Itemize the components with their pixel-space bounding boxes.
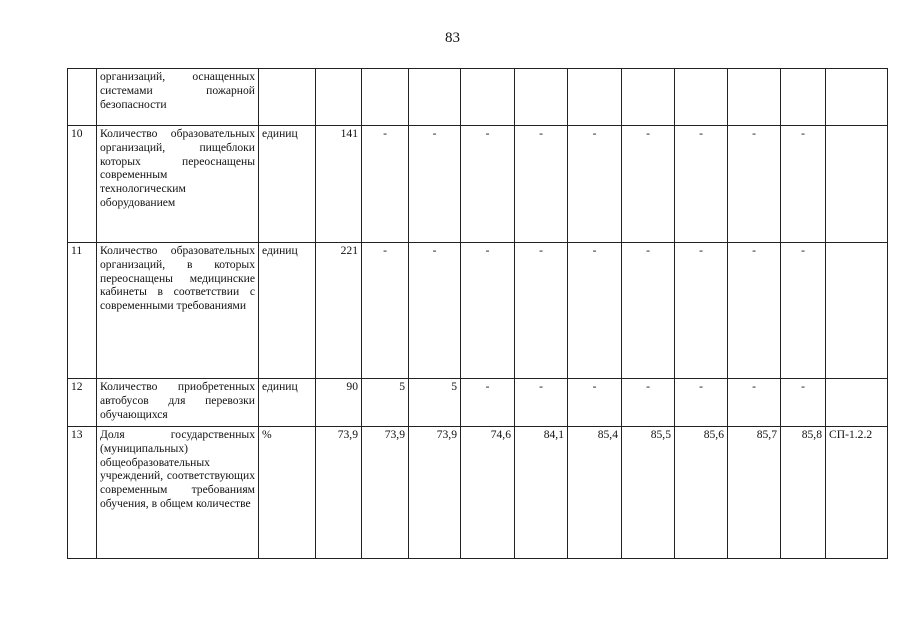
value-cell: - bbox=[728, 243, 781, 379]
value-cell: 85,7 bbox=[728, 427, 781, 559]
value-cell: 90 bbox=[316, 379, 362, 427]
row-number-cell: 12 bbox=[68, 379, 97, 427]
value-cell: - bbox=[675, 243, 728, 379]
value-cell: - bbox=[461, 379, 515, 427]
value-cell bbox=[728, 69, 781, 126]
unit-cell bbox=[259, 69, 316, 126]
page-number: 83 bbox=[445, 30, 460, 46]
value-cell: 73,9 bbox=[362, 427, 409, 559]
value-cell bbox=[409, 69, 461, 126]
unit-cell: единиц bbox=[259, 243, 316, 379]
value-cell bbox=[515, 69, 568, 126]
value-cell: - bbox=[461, 126, 515, 243]
value-cell: - bbox=[515, 126, 568, 243]
unit-cell: единиц bbox=[259, 126, 316, 243]
code-cell bbox=[826, 126, 888, 243]
value-cell bbox=[781, 69, 826, 126]
indicator-name-cell: Количество образовательных организаций, пищеблоки которых переоснащены современным технологическим оборудованием bbox=[97, 126, 259, 243]
value-cell: - bbox=[362, 243, 409, 379]
value-cell: - bbox=[515, 243, 568, 379]
value-cell: - bbox=[781, 379, 826, 427]
value-cell: - bbox=[568, 126, 622, 243]
code-cell bbox=[826, 69, 888, 126]
value-cell: - bbox=[409, 126, 461, 243]
table-row bbox=[68, 427, 888, 559]
unit-cell: единиц bbox=[259, 379, 316, 427]
value-cell: - bbox=[362, 126, 409, 243]
table-row bbox=[68, 126, 888, 243]
value-cell bbox=[675, 69, 728, 126]
value-cell: 73,9 bbox=[316, 427, 362, 559]
table-row bbox=[68, 69, 888, 126]
value-cell: 85,4 bbox=[568, 427, 622, 559]
value-cell bbox=[316, 69, 362, 126]
value-cell: - bbox=[568, 243, 622, 379]
unit-cell: % bbox=[259, 427, 316, 559]
value-cell: 221 bbox=[316, 243, 362, 379]
value-cell: - bbox=[675, 126, 728, 243]
indicators-table bbox=[67, 68, 888, 559]
value-cell: - bbox=[781, 126, 826, 243]
value-cell: - bbox=[622, 243, 675, 379]
value-cell: - bbox=[728, 379, 781, 427]
value-cell: 141 bbox=[316, 126, 362, 243]
table-row bbox=[68, 243, 888, 379]
indicator-name-cell: организаций, оснащенных системами пожарной безопасности bbox=[97, 69, 259, 126]
row-number-cell: 13 bbox=[68, 427, 97, 559]
table-row bbox=[68, 379, 888, 427]
value-cell: - bbox=[622, 379, 675, 427]
row-number-cell: 10 bbox=[68, 126, 97, 243]
value-cell bbox=[568, 69, 622, 126]
code-cell bbox=[826, 243, 888, 379]
value-cell: - bbox=[409, 243, 461, 379]
value-cell bbox=[461, 69, 515, 126]
value-cell: - bbox=[675, 379, 728, 427]
value-cell: 84,1 bbox=[515, 427, 568, 559]
value-cell: - bbox=[781, 243, 826, 379]
value-cell: 85,6 bbox=[675, 427, 728, 559]
row-number-cell bbox=[68, 69, 97, 126]
value-cell: 85,8 bbox=[781, 427, 826, 559]
code-cell bbox=[826, 379, 888, 427]
indicator-name-cell: Количество приобретенных автобусов для перевозки обучающихся bbox=[97, 379, 259, 427]
indicator-name-cell: Количество образовательных организаций, в которых переоснащены медицинские кабинеты в соответствии с современными требованиями bbox=[97, 243, 259, 379]
value-cell: 5 bbox=[409, 379, 461, 427]
value-cell: - bbox=[728, 126, 781, 243]
value-cell: 85,5 bbox=[622, 427, 675, 559]
value-cell: - bbox=[622, 126, 675, 243]
value-cell bbox=[622, 69, 675, 126]
value-cell: 73,9 bbox=[409, 427, 461, 559]
value-cell: - bbox=[461, 243, 515, 379]
value-cell bbox=[362, 69, 409, 126]
value-cell: 74,6 bbox=[461, 427, 515, 559]
value-cell: 5 bbox=[362, 379, 409, 427]
row-number-cell: 11 bbox=[68, 243, 97, 379]
code-cell: СП-1.2.2 bbox=[826, 427, 888, 559]
value-cell: - bbox=[568, 379, 622, 427]
indicator-name-cell: Доля государственных (муниципальных) общеобразовательных учреждений, соответствующих современным требованиям обучения, в общем количестве bbox=[97, 427, 259, 559]
value-cell: - bbox=[515, 379, 568, 427]
